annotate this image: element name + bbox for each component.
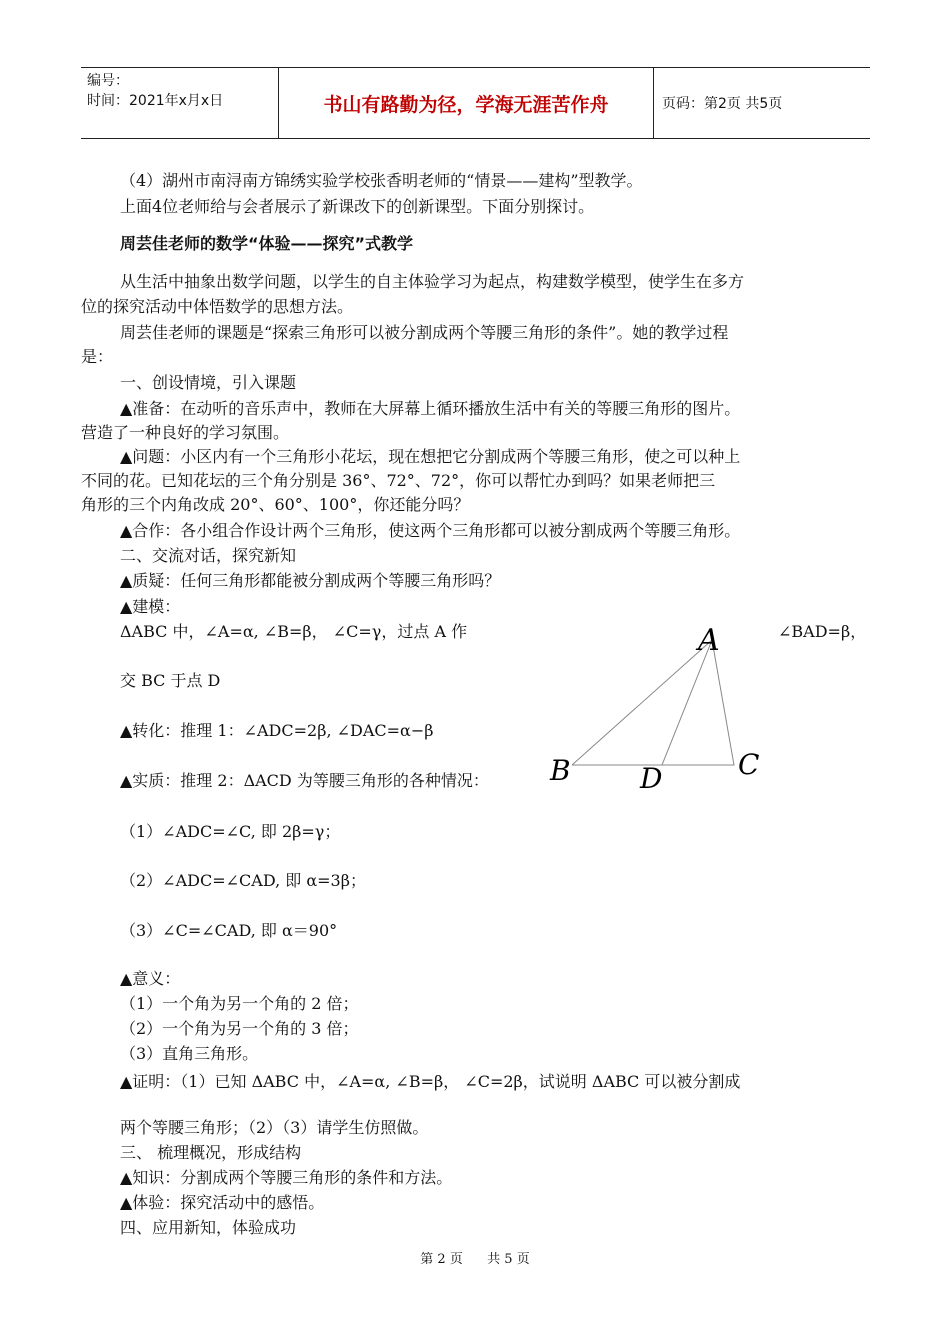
footer-total-pages: 5	[504, 1252, 513, 1267]
step-heading-2: 二、交流对话，探究新知	[120, 546, 297, 565]
paragraph-line: 角形的三个内角改成 20°、60°、100°，你还能分吗？	[81, 495, 470, 514]
paragraph-line: ▲合作：各小组合作设计两个三角形，使这两个三角形都可以被分割成两个等腰三角形。	[120, 521, 741, 540]
footer-text: 页	[516, 1252, 530, 1267]
document-number-label: 编号：	[87, 73, 129, 89]
list-item: （1）一个角为另一个角的 2 倍；	[120, 994, 359, 1013]
paragraph-intro: 上面4位老师给与会者展示了新课改下的创新课型。下面分别探讨。	[120, 197, 595, 216]
math-line: （1）∠ADC=∠C, 即 2β=γ；	[120, 822, 341, 841]
vertex-label-c: C	[738, 748, 760, 781]
step-heading-4: 四、应用新知，体验成功	[120, 1218, 297, 1237]
paragraph-line: 不同的花。已知花坛的三个角分别是 36°、72°、72°，你可以帮忙办到吗？如果老师把三	[81, 471, 716, 490]
math-line: （3）∠C=∠CAD, 即 α＝90°	[120, 921, 338, 940]
segment-ad	[662, 640, 712, 765]
paragraph-line: 营造了一种良好的学习氛围。	[81, 423, 290, 442]
paragraph-line: 从生活中抽象出数学问题，以学生的自主体验学习为起点，构建数学模型，使学生在多方	[120, 272, 745, 291]
paragraph-item-4: （4）湖州市南浔南方锦绣实验学校张香明老师的“情景——建构”型教学。	[120, 171, 643, 190]
page-footer	[0, 1248, 950, 1267]
math-line: ΔABC 中，∠A=α, ∠B=β， ∠C=γ，过点 A 作	[120, 622, 468, 641]
paragraph-line: ▲问题：小区内有一个三角形小花坛，现在想把它分割成两个等腰三角形，使之可以种上	[120, 447, 741, 466]
paragraph-line: 位的探究活动中体悟数学的思想方法。	[81, 297, 354, 316]
paragraph-line: ▲意义：	[120, 969, 181, 988]
paragraph-line: 周芸佳老师的课题是“探索三角形可以被分割成两个等腰三角形的条件”。她的教学过程	[120, 323, 729, 342]
header-meta-cell	[81, 68, 279, 138]
list-item: （2）一个角为另一个角的 3 倍；	[120, 1019, 359, 1038]
page-header	[81, 67, 870, 139]
paragraph-line: 两个等腰三角形；（2）（3）请学生仿照做。	[120, 1118, 429, 1137]
document-date-label: 时间：2021年x月x日	[87, 93, 224, 109]
vertex-label-d: D	[640, 762, 663, 795]
section-heading: 周芸佳老师的数学“体验——探究”式教学	[120, 234, 414, 253]
math-line: ∠BAD=β，	[778, 622, 867, 641]
paragraph-line: ▲准备：在动听的音乐声中，教师在大屏幕上循环播放生活中有关的等腰三角形的图片。	[120, 399, 741, 418]
paragraph-line: ▲建模：	[120, 597, 181, 616]
paragraph-line: ▲质疑：任何三角形都能被分割成两个等腰三角形吗？	[120, 571, 501, 590]
math-line: 交 BC 于点 D	[120, 671, 221, 690]
math-line: ▲实质：推理 2：ΔACD 为等腰三角形的各种情况：	[120, 771, 489, 790]
step-heading-1: 一、创设情境，引入课题	[120, 373, 297, 392]
header-motto: 书山有路勤为径，学海无涯苦作舟	[323, 93, 609, 116]
paragraph-line: 是：	[81, 347, 114, 366]
paragraph-line: ▲体验：探究活动中的感悟。	[120, 1193, 325, 1212]
triangle-abc	[572, 640, 734, 765]
footer-text: 页	[449, 1252, 463, 1267]
footer-text: 第	[420, 1252, 434, 1267]
header-page-info: 页码：第2页 共5页	[662, 96, 783, 112]
triangle-diagram	[540, 620, 780, 800]
footer-page-number: 2	[437, 1252, 446, 1267]
step-heading-3: 三、 梳理概况，形成结构	[120, 1143, 302, 1162]
vertex-label-b: B	[550, 754, 571, 787]
vertex-label-a: A	[698, 623, 720, 658]
footer-text: 共	[487, 1252, 501, 1267]
math-line: ▲转化：推理 1：∠ADC=2β, ∠DAC=α−β	[120, 721, 434, 740]
math-line: （2）∠ADC=∠CAD, 即 α=3β；	[120, 871, 366, 890]
header-page-cell	[654, 68, 870, 138]
list-item: （3）直角三角形。	[120, 1044, 259, 1063]
math-line: ▲证明：（1）已知 ΔABC 中，∠A=α, ∠B=β， ∠C=2β，试说明 ΔABC 可以被分割成	[120, 1072, 741, 1091]
header-motto-cell	[279, 68, 654, 138]
paragraph-line: ▲知识：分割成两个等腰三角形的条件和方法。	[120, 1168, 453, 1187]
